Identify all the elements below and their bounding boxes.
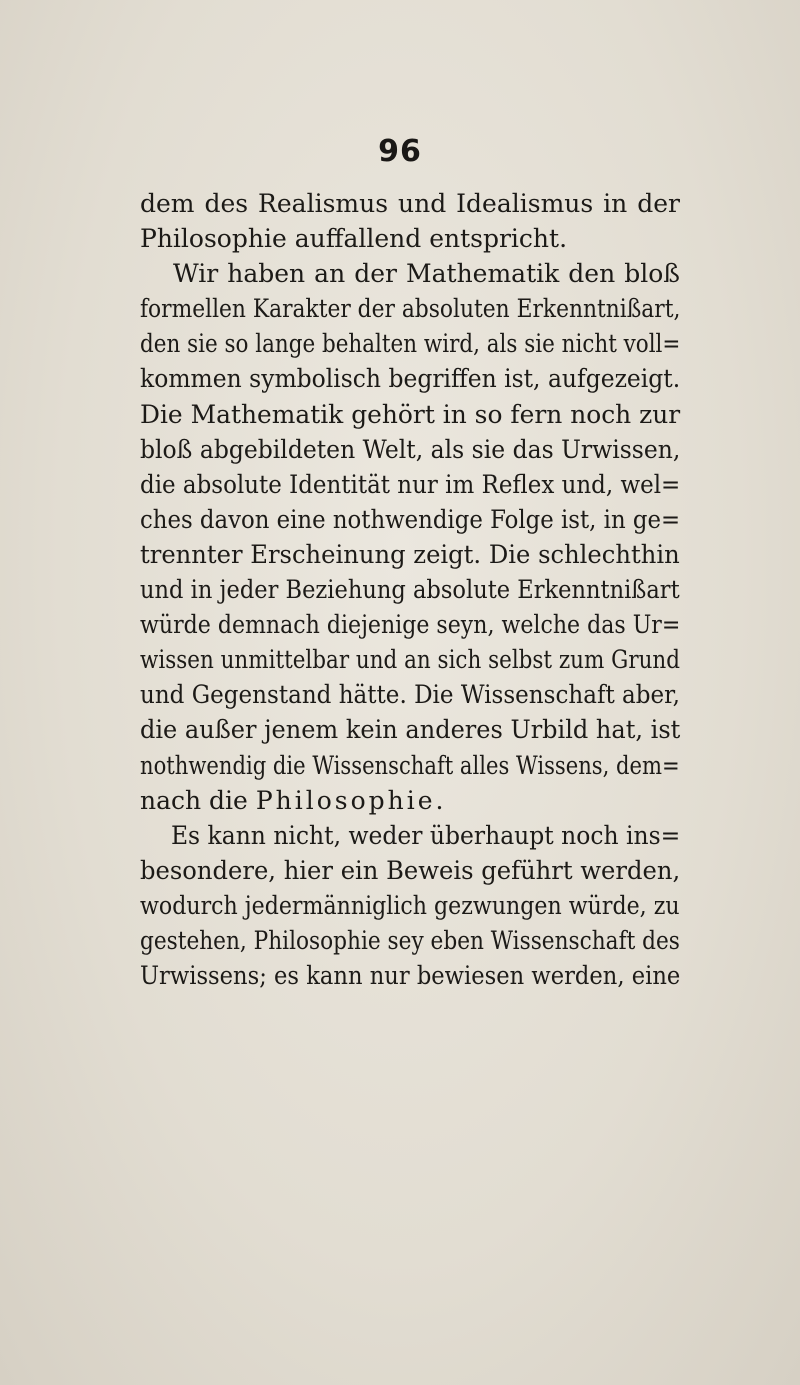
text-line: ches davon eine nothwendige Folge ist, in ge= [140,504,681,534]
body-text [140,186,680,993]
text-fragment: nach die [140,785,248,815]
text-line: und in jeder Beziehung absolute Erkenntnißart [140,575,680,605]
text-line: Die Mathematik gehört in so fern noch zur [140,399,681,429]
text-line: wodurch jedermänniglich gezwungen würde, zu [140,890,680,920]
text-line: formellen Karakter der absoluten Erkenntnißart, [140,294,681,324]
text-line: würde demnach diejenige seyn, welche das Ur= [140,610,681,640]
text-line: Es kann nicht, weder überhaupt noch ins= [170,820,681,850]
text-line: bloß abgebildeten Welt, als sie das Urwissen, [140,434,681,464]
text-line: Urwissens; es kann nur bewiesen werden, eine [140,961,681,991]
emphasized-term: Philosophie. [255,785,447,815]
page-number: 96 [378,134,422,169]
text-line: wissen unmittelbar und an sich selbst zum Grund [140,645,680,675]
text-line: nothwendig die Wissenschaft alles Wissens, dem= [140,750,680,780]
text-line: Philosophie auffallend entspricht. [140,224,568,254]
text-line: und Gegenstand hätte. Die Wissenschaft aber, [140,680,680,710]
text-line: trennter Erscheinung zeigt. Die schlechthin [140,539,680,569]
text-line: gestehen, Philosophie sey eben Wissenschaft des [140,925,680,955]
text-line: besondere, hier ein Beweis geführt werden, [140,855,681,885]
text-line [140,783,680,818]
text-line: Wir haben an der Mathematik den bloß [173,259,680,289]
text-line: die absolute Identität nur im Reflex und, wel= [140,469,681,499]
text-line: den sie so lange behalten wird, als sie nicht voll= [140,329,681,359]
text-line: kommen symbolisch begriffen ist, aufgezeigt. [140,364,681,394]
text-line: dem des Realismus und Idealismus in der [140,189,680,218]
text-line: die außer jenem kein anderes Urbild hat, ist [140,715,681,745]
